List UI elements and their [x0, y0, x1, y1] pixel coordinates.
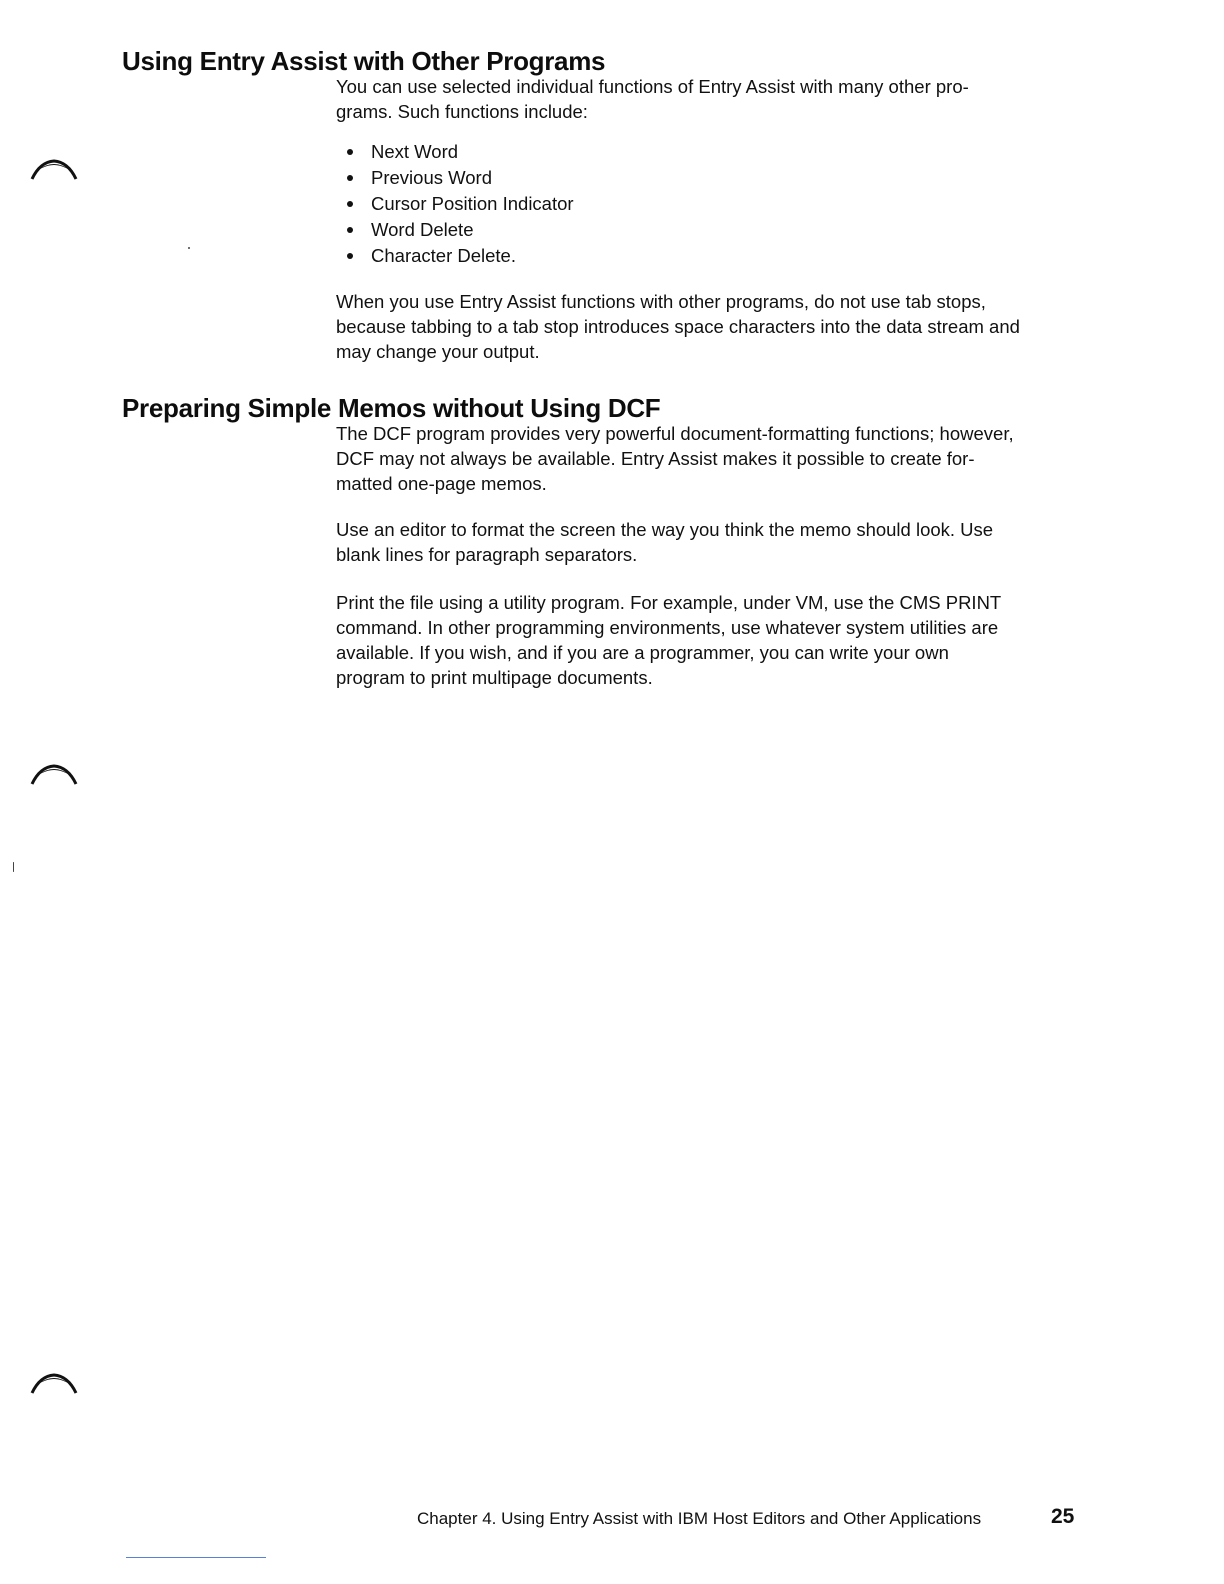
paragraph-line: Print the file using a utility program. For example, under VM, use the CMS PRINT [336, 592, 1002, 613]
paragraph-line: blank lines for paragraph separators. [336, 544, 638, 565]
paragraph-line: because tabbing to a tab stop introduces space characters into the data stream and [336, 316, 1020, 337]
list-item-label: Next Word [371, 141, 459, 162]
bullet-icon [347, 175, 353, 181]
tab-stop-note-paragraph [336, 289, 1020, 364]
list-item [344, 191, 574, 217]
editor-paragraph [336, 517, 993, 567]
list-item-label: Previous Word [371, 167, 492, 188]
scan-speck [188, 247, 190, 249]
scan-speck [13, 862, 14, 872]
section-heading-simple-memos: Preparing Simple Memos without Using DCF [122, 393, 661, 423]
list-item [344, 139, 574, 165]
bullet-icon [347, 149, 353, 155]
list-item [344, 165, 574, 191]
dcf-paragraph [336, 421, 1014, 496]
paragraph-line: may change your output. [336, 341, 540, 362]
list-item-label: Cursor Position Indicator [371, 193, 574, 214]
bullet-icon [347, 253, 353, 259]
paragraph-line: When you use Entry Assist functions with other programs, do not use tab stops, [336, 291, 986, 312]
punch-hole-mark-middle [30, 763, 78, 785]
bullet-icon [347, 227, 353, 233]
list-item [344, 243, 574, 269]
chapter-footer: Chapter 4. Using Entry Assist with IBM Host Editors and Other Applications [417, 1509, 982, 1528]
paragraph-line: DCF may not always be available. Entry Assist makes it possible to create for- [336, 448, 975, 469]
paragraph-line: grams. Such functions include: [336, 101, 588, 122]
paragraph-line: command. In other programming environments, use whatever system utilities are [336, 617, 999, 638]
footer-rule [126, 1557, 266, 1558]
paragraph-line: The DCF program provides very powerful document-formatting functions; however, [336, 423, 1014, 444]
paragraph-line: You can use selected individual functions of Entry Assist with many other pro- [336, 76, 969, 97]
function-list [344, 139, 574, 269]
print-paragraph [336, 590, 1001, 690]
punch-hole-mark-top [30, 158, 78, 180]
paragraph-line: Use an editor to format the screen the way you think the memo should look. Use [336, 519, 994, 540]
page-number: 25 [1051, 1505, 1075, 1528]
punch-hole-mark-bottom [30, 1372, 78, 1394]
paragraph-line: matted one-page memos. [336, 473, 547, 494]
list-item-label: Word Delete [371, 219, 474, 240]
intro-paragraph [336, 74, 969, 124]
bullet-icon [347, 201, 353, 207]
list-item-label: Character Delete. [371, 245, 516, 266]
list-item [344, 217, 574, 243]
paragraph-line: available. If you wish, and if you are a programmer, you can write your own [336, 642, 949, 663]
section-heading-other-programs: Using Entry Assist with Other Programs [122, 46, 606, 76]
paragraph-line: program to print multipage documents. [336, 667, 653, 688]
